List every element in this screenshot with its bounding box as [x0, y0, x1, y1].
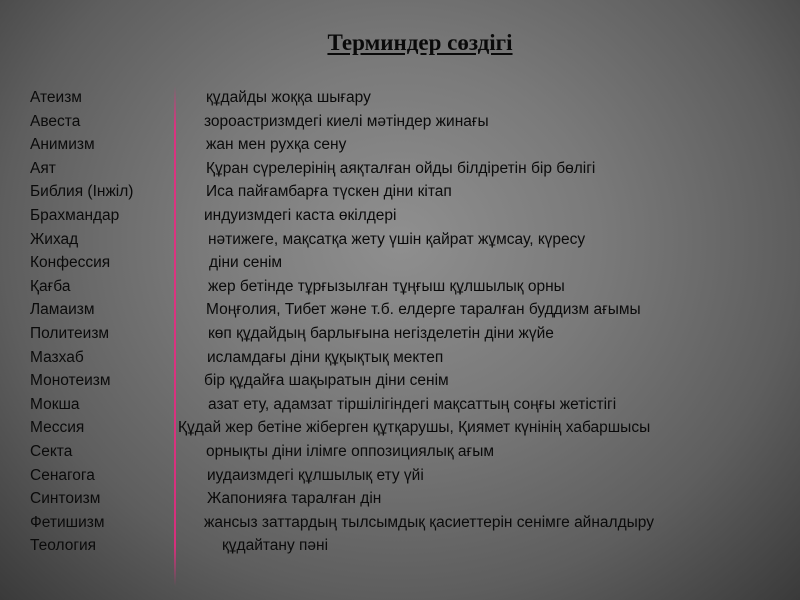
glossary-definition: Жапонияға таралған дін	[207, 490, 382, 508]
glossary-definition: Құран сүрелерінің аяқталған ойды білдіретін бір бөлігі	[206, 159, 596, 177]
glossary-definition: бір құдайға шақыратын діни сенім	[204, 372, 449, 390]
glossary-definition: жансыз заттардың тылсымдық қасиеттерін сенімге айналдыру	[204, 513, 654, 531]
glossary-definition: құдайды жоққа шығару	[206, 89, 371, 106]
glossary-term: Монотеизм	[30, 372, 111, 390]
glossary-row	[0, 440, 800, 464]
glossary-row	[0, 464, 800, 488]
glossary-row	[0, 204, 800, 228]
glossary-term: Аят	[30, 159, 56, 177]
glossary-term: Мазхаб	[30, 348, 84, 366]
glossary-definition: жан мен рухқа сену	[206, 136, 347, 154]
glossary-definition: орнықты діни ілімге оппозициялық ағым	[206, 442, 494, 460]
glossary-row	[0, 110, 800, 134]
glossary-definition: Иса пайғамбарға түскен діни кітап	[206, 183, 452, 201]
glossary-row	[0, 346, 800, 370]
glossary-definition: құдайтану пәні	[222, 537, 329, 555]
glossary-term: Сенагога	[30, 466, 95, 484]
glossary-row	[0, 393, 800, 417]
glossary-row	[0, 228, 800, 252]
glossary-row	[0, 251, 800, 275]
glossary-term: Ламаизм	[30, 301, 95, 319]
glossary-row	[0, 157, 800, 181]
glossary-term: Конфессия	[30, 254, 111, 272]
glossary-row	[0, 298, 800, 322]
glossary-definition: жер бетінде тұрғызылған тұңғыш құлшылық орны	[208, 277, 565, 295]
glossary-term: Политеизм	[30, 324, 110, 342]
glossary-term: Қағба	[30, 277, 71, 295]
glossary-term: Мокша	[30, 395, 80, 413]
glossary-term: Синтоизм	[30, 490, 101, 508]
glossary-term: Жихад	[30, 230, 79, 248]
glossary-definition: иудаизмдегі құлшылық ету үйі	[207, 466, 424, 484]
glossary-term: Брахмандар	[30, 206, 120, 224]
glossary-definition: Моңғолия, Тибет және т.б. елдерге таралған буддизм ағымы	[206, 301, 641, 319]
glossary-term: Атеизм	[30, 89, 82, 106]
glossary-row	[0, 180, 800, 204]
glossary-term: Авеста	[30, 112, 81, 130]
glossary-row	[0, 511, 800, 535]
glossary-definition: нәтижеге, мақсатқа жету үшін қайрат жұмсау, күресу	[208, 230, 586, 248]
glossary-row	[0, 534, 800, 558]
glossary-term: Библия (Інжіл)	[30, 183, 134, 201]
glossary-definition: Құдай жер бетіне жіберген құтқарушы, Қиямет күнінің хабаршысы	[178, 419, 651, 437]
glossary-row	[0, 86, 800, 110]
glossary-list	[0, 86, 800, 558]
glossary-row	[0, 133, 800, 157]
slide-title: Терминдер сөздігі	[327, 30, 513, 55]
glossary-row	[0, 369, 800, 393]
glossary-definition: азат ету, адамзат тіршілігіндегі мақсаттың соңғы жетістігі	[208, 395, 617, 413]
glossary-row	[0, 322, 800, 346]
glossary-row	[0, 275, 800, 299]
glossary-definition: исламдағы діни құқықтық мектеп	[207, 348, 444, 366]
glossary-definition: индуизмдегі каста өкілдері	[204, 206, 397, 224]
glossary-term: Секта	[30, 442, 73, 460]
glossary-row	[0, 416, 800, 440]
glossary-term: Фетишизм	[30, 513, 105, 531]
glossary-term: Мессия	[30, 419, 85, 437]
glossary-term: Теология	[30, 537, 97, 555]
glossary-definition: зороастризмдегі киелі мәтіндер жинағы	[204, 112, 489, 130]
glossary-definition: көп құдайдың барлығына негізделетін діни жүйе	[208, 324, 554, 342]
glossary-definition: діни сенім	[209, 254, 283, 272]
glossary-term: Анимизм	[30, 136, 95, 154]
glossary-row	[0, 487, 800, 511]
